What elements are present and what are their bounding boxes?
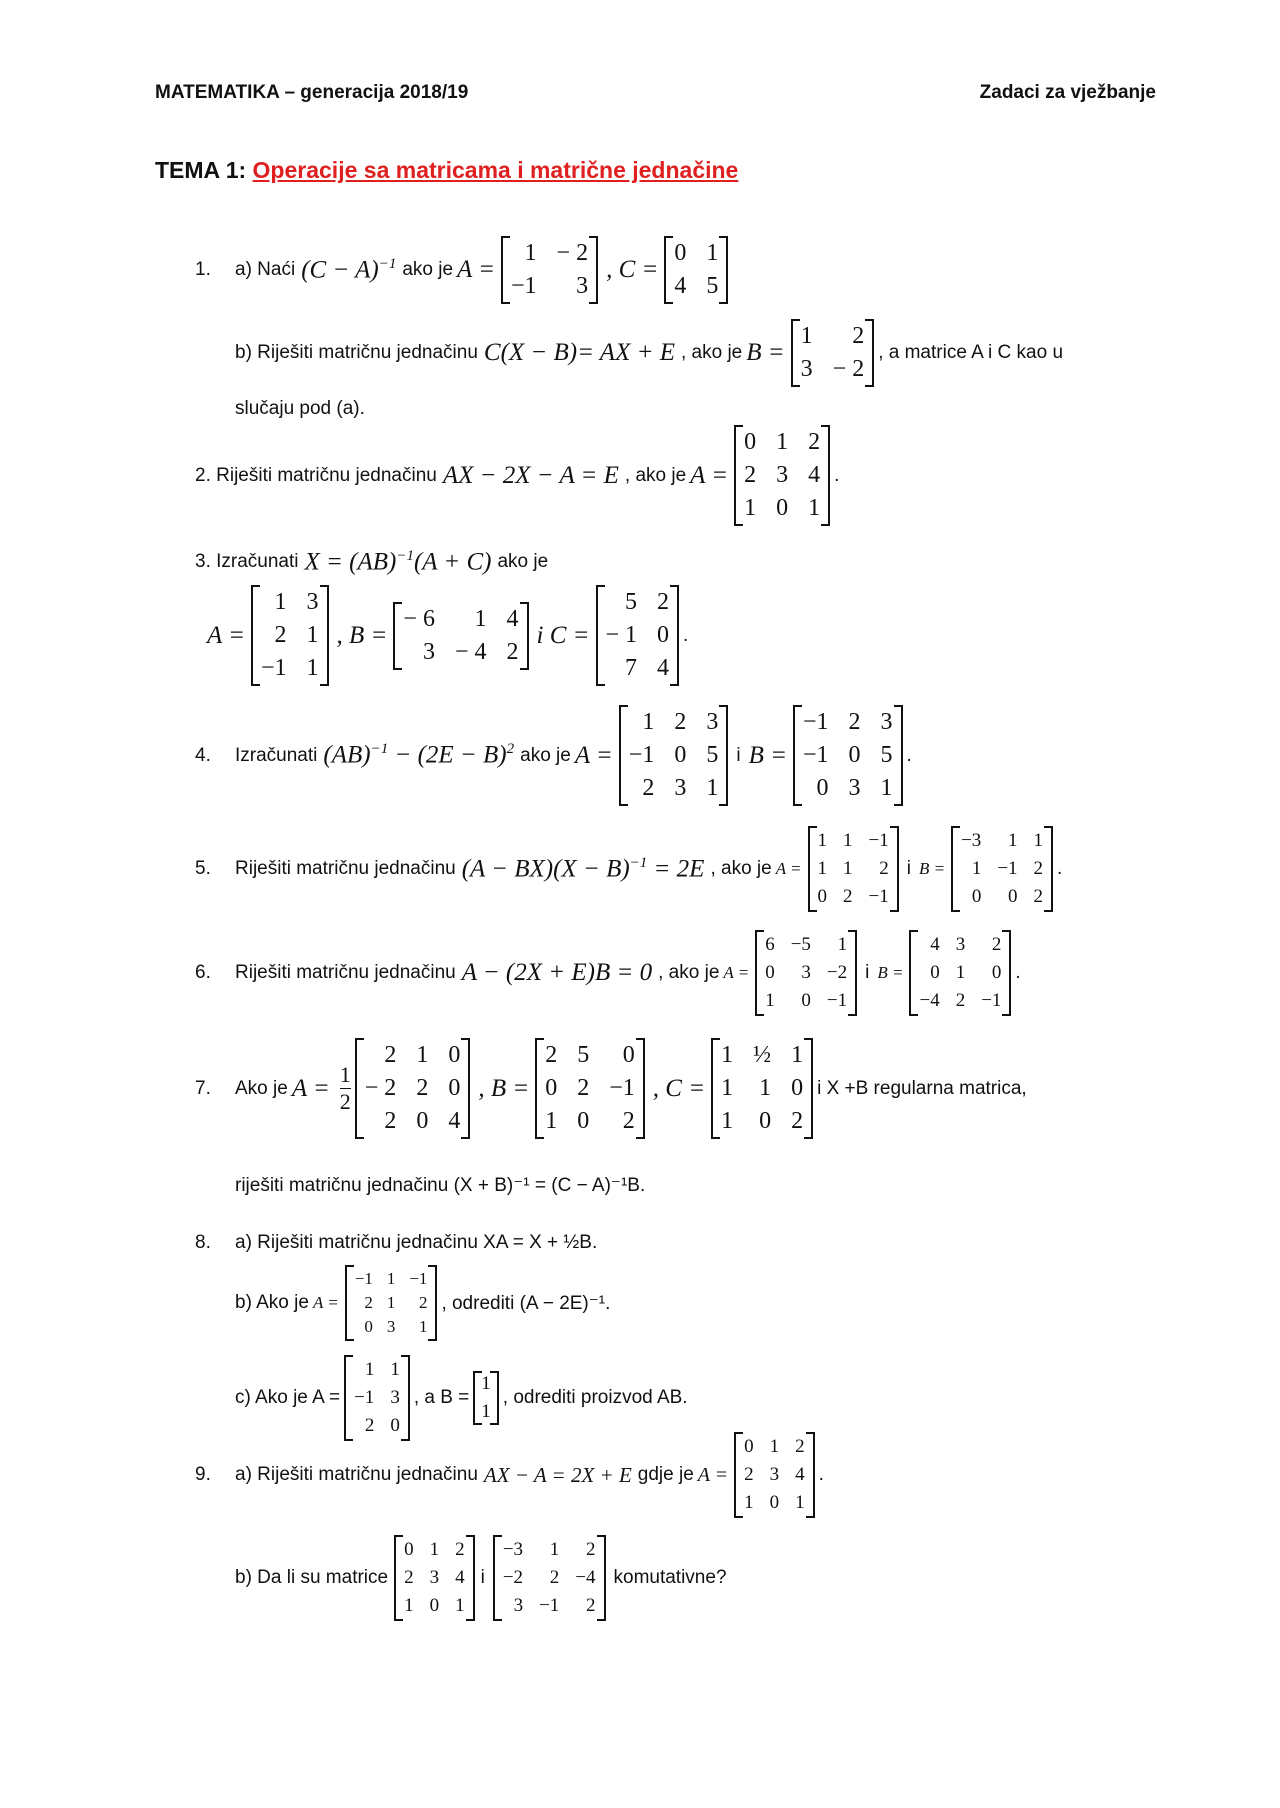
problem-3 [195,548,548,576]
matrix-cell: 2 [549,1567,560,1588]
matrix-cell: 0 [744,1436,754,1457]
matrix-A [344,1355,410,1441]
matrix-cell: − 6 [403,605,435,632]
matrix-cell: 5 [880,742,893,768]
matrix-cell: 1 [843,858,853,879]
matrix-cell: 1 [817,858,828,879]
matrix-cell: 1 [706,240,719,266]
matrix-C: , C = 1 ½ 1 1 1 0 1 0 2 [653,1038,813,1139]
matrix-cell: 0 [765,962,775,983]
matrix-cell: 2 [1033,886,1044,907]
matrix-cell: −1 [354,1387,375,1408]
matrix-cell: 6 [765,934,775,955]
matrix-cell: 2 [364,1415,375,1436]
matrix-cell: 2 [384,1108,397,1134]
matrix-cell: 3 [880,709,893,735]
matrix-cell: 0 [577,1108,590,1134]
matrix-cell: −1 [354,1269,373,1288]
text: , ako je [680,342,743,363]
matrix [755,930,857,1016]
matrix-cell: 0 [448,1075,461,1101]
matrix-cell: 3 [390,1387,400,1408]
matrix-A: A = 0 1 2 2 3 4 1 0 1 [690,425,830,526]
text: Ako je [235,1077,288,1099]
problem-1b-cont: slučaju pod (a). [235,398,365,419]
matrix-cell: 2 [843,886,853,907]
matrix-cell: 0 [390,1415,400,1436]
matrix-cell: 1 [971,858,982,879]
matrix [393,602,528,670]
matrix-cell: −1 [868,830,889,851]
matrix [501,236,598,304]
matrix-A: A = −1 1 −1 2 1 2 0 3 1 [313,1265,438,1341]
matrix-cell: 1 [817,830,828,851]
matrix-cell: 1 [706,775,719,801]
matrix-cell: 1 [418,1317,428,1336]
matrix-cell: 3 [776,462,789,488]
matrix-cell: 3 [422,638,435,665]
matrix-cell: 2 [795,1436,805,1457]
matrix-cell: ½ [753,1042,772,1068]
math-expr: $(AB)^{-1} - (2E - B)^2$ [323,741,515,769]
matrix-cell: 1 [880,775,893,801]
matrix [734,1432,815,1518]
matrix-cell: −1 [628,742,655,768]
matrix-cell: 4 [674,273,687,299]
text: b) Riješiti matričnu jednačinu [235,342,478,363]
text: , ako je [710,858,772,879]
matrix-cell: 0 [744,429,757,455]
text: Izračunati [235,744,318,766]
text: 2. Riješiti matričnu jednačinu [195,464,437,486]
problem-7-cont: riješiti matričnu jednačinu (X + B)⁻¹ = (C − A)⁻¹B. [235,1175,646,1196]
problem-2: 2. Riješiti matričnu jednačinu AX − 2X − A = E , ako je A = 0 1 2 2 3 4 1 0 1 . [195,425,839,526]
matrix-cell: 1 [306,622,319,648]
matrix-cell: 0 [817,886,828,907]
matrix-cell: 1 [791,1042,804,1068]
matrix-cell: 1 [524,240,537,266]
matrix-cell: − 2 [556,240,589,266]
matrix-cell: 0 [791,1075,804,1101]
matrix-cell: −1 [409,1269,428,1288]
matrix-cell: −3 [502,1539,524,1560]
matrix-cell: 1 [549,1539,560,1560]
matrix-cell: 0 [404,1539,414,1560]
matrix-cell: 2 [586,1595,596,1616]
matrix-2 [493,1535,606,1621]
matrix-cell: 1 [837,934,848,955]
matrix-cell: 0 [769,1492,780,1513]
matrix-cell: 2 [991,934,1002,955]
matrix-cell: 0 [1008,886,1018,907]
matrix-cell: 1 [390,1359,400,1380]
matrix-cell: 1 [795,1492,805,1513]
matrix-C: , C = 0 1 4 5 [606,236,728,304]
matrix-cell: 1 [481,1401,491,1422]
matrix-cell: 1 [455,1595,465,1616]
matrix-cell: 4 [455,1567,465,1588]
math-expr: $(C - A)^{-1}$ [301,255,397,284]
matrix-cell: 0 [759,1108,772,1134]
matrix [355,1038,471,1139]
matrix-cell: 2 [1033,858,1044,879]
matrix-cell: −5 [790,934,811,955]
matrix [734,425,830,526]
matrix [535,1038,645,1139]
matrix-cell: 1 [769,1436,780,1457]
matrix-cell: 1 [306,655,319,681]
matrix-cell: − 2 [832,356,865,382]
matrix-cell: −1 [981,990,1002,1011]
matrix-cell: 5 [577,1042,590,1068]
matrix-cell: 0 [622,1042,635,1068]
matrix-cell: 4 [448,1108,461,1134]
matrix-cell: 1 [386,1269,396,1288]
math-expr: AX − 2X − A = E [442,461,619,489]
matrix-B: B = −3 1 1 1 −1 2 0 0 2 [919,826,1053,912]
matrix-cell: 1 [776,429,789,455]
problem-9b: b) Da li su matrice 0 1 2 2 3 4 1 0 1 i −3 1 2 −2 2 −4 3 −1 2 komutativne? [235,1535,727,1621]
text: 3. Izračunati [195,551,299,573]
matrix-cell: 1 [744,495,757,521]
matrix-cell: 3 [801,962,811,983]
matrix-cell: −1 [510,273,537,299]
matrix-cell: 1 [545,1108,558,1134]
matrix-A: A = 1 1 −1 1 1 2 0 2 −1 [776,826,899,912]
text: , ako je [624,464,687,486]
matrix-cell: −1 [868,886,889,907]
matrix-cell: 2 [622,1108,635,1134]
matrix [793,705,903,806]
matrix-cell: 7 [625,655,638,681]
matrix-cell: 1 [721,1108,734,1134]
header-left: MATEMATIKA – generacija 2018/19 [155,82,469,103]
matrix-cell: 2 [642,775,655,801]
math-expr: $(A - BX)(X - B)^{-1} = 2E$ [461,854,705,883]
matrix-cell: 0 [364,1317,373,1336]
matrix-cell: 2 [955,990,966,1011]
matrix-cell: 2 [848,709,861,735]
math-expr: C(X − B)= AX + E [483,339,675,366]
matrix-cell: 2 [744,1464,754,1485]
matrix-B: , B = − 6 1 4 3 − 4 2 [337,602,529,670]
matrix-cell: −4 [575,1567,596,1588]
matrix-cell: 2 [416,1075,429,1101]
matrix-cell: 5 [706,742,719,768]
header-right: Zadaci za vježbanje [979,82,1156,103]
matrix-cell: 2 [586,1539,596,1560]
text: ako je [520,744,571,766]
matrix-cell: − 1 [605,622,638,648]
matrix-cell: 0 [848,742,861,768]
text: i X +B regularna matrica, [817,1077,1027,1099]
matrix-cell: 1 [744,1492,754,1513]
matrix-cell: 1 [474,605,487,632]
topic-label: TEMA 1: [155,157,247,183]
matrix-cell: 2 [791,1108,804,1134]
math-expr: X = (AB)$^{-1}$(A + C) [304,548,492,576]
matrix-A: A = 1 − 2 −1 3 [457,236,598,304]
text: a) Naći [235,259,296,280]
text: ako je [402,259,454,280]
matrix-cell: 2 [274,622,287,648]
problem-1a [195,236,732,304]
matrix-cell: 0 [776,495,789,521]
matrix-cell: 2 [545,1042,558,1068]
matrix-cell: 0 [674,742,687,768]
matrix-B: B = 4 3 2 0 1 0 −4 2 −1 [877,930,1011,1016]
matrix-cell: − 4 [454,638,487,665]
matrix-cell: −1 [997,858,1018,879]
matrix-cell: 1 [759,1075,772,1101]
topic-name: Operacije sa matricama i matrične jednačine [252,157,739,183]
text: , ako je [658,962,720,983]
text: ako je [497,551,549,573]
matrix [951,826,1053,912]
matrix-cell: −1 [802,742,829,768]
matrix-cell: 1 [955,962,966,983]
matrix-cell: 2 [808,429,821,455]
fraction: $\frac{1}{2}$ [339,1062,351,1114]
matrix-cell: −1 [260,655,287,681]
problem-8a: 8. a) Riješiti matričnu jednačinu XA = X + ½B. [195,1232,598,1253]
matrix-cell: 1 [721,1075,734,1101]
matrix-cell: 5 [706,273,719,299]
matrix-cell: 2 [744,462,757,488]
matrix-cell: 1 [765,990,775,1011]
matrix-cell: 3 [706,709,719,735]
matrix [791,319,875,387]
matrix-A: A = 1 2 3 −1 0 5 2 3 1 [575,705,729,806]
matrix [664,236,728,304]
problem-7: 7. Ako je A = $\frac{1}{2}$ 2 1 0 − 2 2 0 2 0 4 , B = 2 5 0 0 2 −1 1 0 2 , C = 1 ½ 1 1 1 0 1 0 2 i X +B regularna matrica, [195,1038,1027,1139]
matrix-cell: −2 [502,1567,524,1588]
problem-8b: b) Ako je A = −1 1 −1 2 1 2 0 3 1 , odrediti (A − 2E)⁻¹. [235,1265,610,1341]
matrix-cell: 2 [577,1075,590,1101]
matrix-cell: − 2 [364,1075,397,1101]
matrix-1 [394,1535,475,1621]
matrix-cell: 1 [1033,830,1044,851]
matrix-B: B = 1 2 3 − 2 [746,319,874,387]
matrix-B: B = −1 2 3 −1 0 5 0 3 1 [749,705,903,806]
matrix-cell: 1 [642,709,655,735]
matrix-cell: 3 [769,1464,780,1485]
matrix-cell: 1 [843,830,853,851]
matrix [345,1265,438,1341]
matrix-cell: 2 [852,323,865,349]
problem-3-matrices: A = 1 3 2 1 −1 1 , B = − 6 1 4 3 − 4 2 i C = 5 2 − 1 0 7 4 . [203,585,688,686]
matrix-A: A = 0 1 2 2 3 4 1 0 1 [698,1432,815,1518]
text: Riješiti matričnu jednačinu [235,858,456,879]
matrix-cell: 1 [274,589,287,615]
matrix-cell: 1 [1008,830,1018,851]
matrix-cell: 2 [364,1293,373,1312]
matrix-cell: 4 [930,934,940,955]
matrix-cell: −1 [826,990,848,1011]
matrix-cell: 3 [513,1595,524,1616]
matrix-cell: 2 [418,1293,428,1312]
matrix-cell: 2 [674,709,687,735]
matrix-cell: 1 [429,1539,440,1560]
matrix-cell: 2 [506,638,519,665]
matrix-cell: 0 [429,1595,440,1616]
matrix-cell: 1 [404,1595,414,1616]
text: , a matrice A i C kao u [878,342,1064,363]
matrix [711,1038,813,1139]
matrix-cell: 3 [674,775,687,801]
matrix-cell: −1 [609,1075,635,1101]
matrix-cell: 3 [848,775,861,801]
matrix-cell: 4 [506,605,519,632]
matrix-cell: 5 [625,589,638,615]
math-expr: A − (2X + E)B = 0 [461,959,653,986]
problem-number: 1. [195,259,211,280]
matrix-cell: 0 [545,1075,558,1101]
matrix-cell: 3 [576,273,589,299]
matrix-cell: 0 [674,240,687,266]
matrix-cell: 0 [448,1042,461,1068]
matrix-cell: 1 [808,495,821,521]
matrix [909,930,1011,1016]
matrix-cell: −1 [802,709,829,735]
matrix-B [473,1371,499,1425]
matrix-cell: 0 [816,775,829,801]
matrix-A: A = 6 −5 1 0 3 −2 1 0 −1 [723,930,857,1016]
problem-4: 4. Izračunati $(AB)^{-1} - (2E - B)^2$ ako je A = 1 2 3 −1 0 5 2 3 1 i B = −1 2 3 −1 0 5 0 3 1 . [195,705,912,806]
matrix-cell: 4 [795,1464,805,1485]
problem-6: 6. Riješiti matričnu jednačinu A − (2X + E)B = 0 , ako je A = 6 −5 1 0 3 −2 1 0 −1 i B = 4 3 2 0 1 0 −4 2 −1 . [195,930,1021,1016]
matrix-cell: 3 [955,934,966,955]
problem-9a: 9. a) Riješiti matričnu jednačinu AX − A = 2X + E gdje je A = 0 1 2 2 3 4 1 0 1 . [195,1432,824,1518]
topic-title [155,157,738,184]
matrix-cell: 2 [384,1042,397,1068]
matrix-C: i C = 5 2 − 1 0 7 4 [537,585,680,686]
matrix-cell: 2 [657,589,670,615]
matrix-cell: 1 [364,1359,375,1380]
matrix [619,705,729,806]
matrix-cell: −3 [961,830,982,851]
matrix-A: A = 1 3 2 1 −1 1 [207,585,329,686]
matrix-cell: 1 [721,1042,734,1068]
matrix-cell: 0 [991,962,1002,983]
matrix-cell: 1 [416,1042,429,1068]
matrix-cell: −4 [919,990,940,1011]
matrix-cell: 1 [386,1293,396,1312]
matrix [596,585,680,686]
matrix-cell: 0 [930,962,940,983]
matrix [251,585,329,686]
matrix-cell: 0 [657,622,670,648]
matrix-cell: −2 [826,962,848,983]
matrix-cell: 2 [404,1567,414,1588]
problem-8c: c) Ako je A = 1 1 −1 3 2 0 , a B = 1 1 , odrediti proizvod AB. [235,1355,688,1441]
matrix-cell: 3 [429,1567,440,1588]
matrix-cell: −1 [539,1595,560,1616]
matrix-cell: 1 [481,1373,491,1394]
matrix-cell: 0 [971,886,982,907]
matrix-cell: 3 [306,589,319,615]
matrix [808,826,899,912]
matrix-cell: 4 [657,655,670,681]
matrix-A: A = $\frac{1}{2}$ 2 1 0 − 2 2 0 2 0 4 [292,1038,471,1139]
problem-5: 5. Riješiti matričnu jednačinu $(A - BX)(X - B)^{-1} = 2E$ , ako je A = 1 1 −1 1 1 2 0 2 −1 i B = −3 1 1 1 −1 2 0 0 2 . [195,826,1062,912]
matrix-cell: 3 [386,1317,396,1336]
matrix-cell: 3 [800,356,813,382]
matrix-cell: 2 [879,858,889,879]
matrix-cell: 0 [801,990,811,1011]
matrix-cell: 4 [808,462,821,488]
text: Riješiti matričnu jednačinu [235,962,456,983]
matrix-cell: 1 [800,323,813,349]
problem-1b [235,319,1063,387]
matrix-cell: 2 [455,1539,465,1560]
matrix-B: , B = 2 5 0 0 2 −1 1 0 2 [478,1038,644,1139]
matrix-cell: 0 [416,1108,429,1134]
